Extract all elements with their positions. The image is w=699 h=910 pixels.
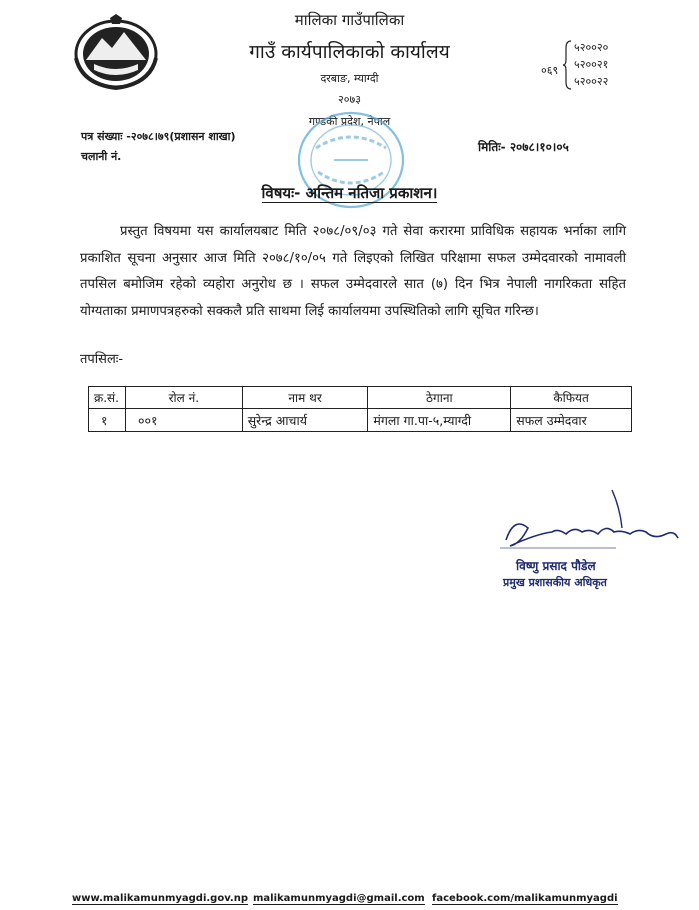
brace-icon xyxy=(562,40,572,90)
signatory-title: प्रमुख प्रशासकीय अधिकृत xyxy=(503,576,607,589)
subject-line xyxy=(0,183,699,203)
notice-body-text: प्रस्तुत विषयमा यस कार्यालयबाट मिति २०७८/०९/०३ गते सेवा करारमा प्राविधिक सहायक भर्नाका लागि प्रकाशित सूचना अनुसार आज मिति २०७८/१०/०५ गते लिइएको लिखित परिक्षामा सफल उम्मेदवारको नामावली तपसिल बमोजिम रहेको व्यहोरा अनुरोध छ । सफल उम्मेदवारले सात (७) दिन भित्र नेपाली नागरिकता सहित योग्यताका प्रमाणपत्रहरुको सक्कलै प्रति साथमा लिई कार्यालयमा उपस्थितिको लागि सूचित गरिन्छ। xyxy=(80,224,626,319)
phone-number: ५२००२० xyxy=(574,41,609,54)
table-cell: सुरेन्द्र आचार्य xyxy=(242,409,368,432)
column-header xyxy=(125,387,242,409)
column-header: नाम थर xyxy=(242,387,368,409)
column-header: कैफियत xyxy=(511,387,632,409)
phone-numbers xyxy=(574,39,608,90)
dispatch-number: चलानी नं. xyxy=(81,150,122,163)
subject-text: विषयः- अन्तिम नतिजा प्रकाशन। xyxy=(261,184,438,202)
footer-email[interactable]: malikamunmyagdi@gmail.com xyxy=(253,893,425,904)
table-cell: १ xyxy=(89,409,126,432)
established-year: २०७३ xyxy=(338,93,361,106)
area-code: ०६९ xyxy=(541,64,559,77)
office-name: गाउँ कार्यपालिकाको कार्यालय xyxy=(249,41,450,63)
province-name: गण्डकी प्रदेश, नेपाल xyxy=(308,115,391,128)
phone-number: ५२००२२ xyxy=(574,75,609,88)
details-label: तपसिलः- xyxy=(80,352,124,367)
table-cell: सफल उम्मेदवार xyxy=(511,409,632,432)
handwritten-signature xyxy=(496,488,686,568)
table-row xyxy=(89,409,632,432)
column-header-text: रोल नं. xyxy=(168,391,200,405)
column-header: ठेगाना xyxy=(368,387,511,409)
table-cell: मंगला गा.पा-५,म्याग्दी xyxy=(368,409,511,432)
notice-body xyxy=(80,219,626,325)
table-cell: ००१ xyxy=(125,409,242,432)
results-table xyxy=(88,386,632,432)
signatory-name: विष्णु प्रसाद पौडेल xyxy=(516,559,596,573)
letter-date: मितिः- २०७८।१०।०५ xyxy=(478,140,569,154)
table-header-row xyxy=(89,387,632,409)
phone-number: ५२००२१ xyxy=(574,58,609,71)
column-header: क्र.सं. xyxy=(89,387,126,409)
footer-facebook[interactable]: facebook.com/malikamunmyagdi xyxy=(432,893,618,904)
letter-number: पत्र संख्याः -२०७८।७९(प्रशासन शाखा) xyxy=(81,130,236,143)
office-address: दरबाङ, म्याग्दी xyxy=(320,72,379,85)
municipality-name: मालिका गाउँपालिका xyxy=(294,11,405,29)
footer-website[interactable]: www.malikamunmyagdi.gov.np xyxy=(72,893,248,904)
